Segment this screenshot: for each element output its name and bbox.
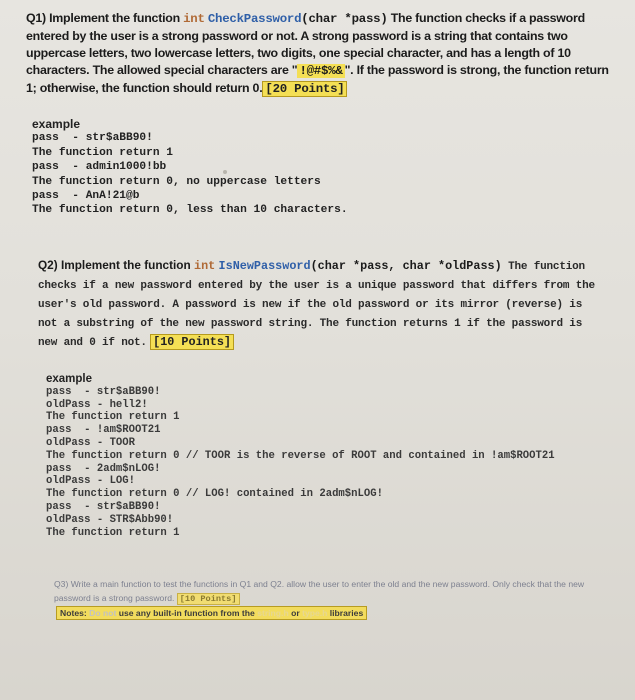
question-1 (26, 10, 616, 98)
q2-params: (char *pass, char *oldPass) (310, 259, 502, 273)
q2-description: The function checks if a new password entered by the user is a unique password that differs from the user's old password. A password is new if the old password or its mirror (reverse) is not a substring of the new password string. The function returns 1 if the password is new and 0 if not. (38, 261, 595, 349)
q3-points-badge: [10 Points] (177, 593, 240, 605)
example-2-title: example (46, 373, 93, 385)
question-3 (54, 578, 614, 606)
example-2-line: oldPass - TOOR (46, 436, 136, 449)
notes-emphasis: Do not (86, 608, 117, 618)
notes-text: use any built-in function from the (116, 608, 258, 618)
notes-label: Notes: (60, 608, 87, 618)
example-2-line: pass - 2adm$nLOG! (46, 462, 161, 475)
notes-library-2: type.h (302, 608, 328, 618)
q1-description: The function checks if a password entered by the user is a strong password or not. A strong password is a string that contains two uppercase letters, two lowercase letters, two digits, one special character, and has a length of 10 characters. The allowed special characters are " (26, 11, 585, 77)
example-2-line: pass - !am$ROOT21 (46, 424, 161, 437)
example-1-line: pass - AnA!21@b (32, 190, 140, 203)
example-1-line: pass - str$aBB90! (32, 132, 153, 145)
q3-text: Q3) Write a main function to test the functions in Q1 and Q2. allow the user to enter the old and the new password. Only check that the new password is a strong password. (54, 579, 585, 603)
q1-function-name: CheckPassword (207, 12, 302, 26)
q1-params: (char *pass) (301, 12, 388, 26)
example-1-line: The function return 0, less than 10 characters. (32, 204, 348, 217)
example-2-line: oldPass - hell2! (46, 398, 148, 411)
example-2-line: The function return 0 // LOG! contained in 2adm$nLOG! (46, 488, 383, 501)
example-2-block (46, 373, 606, 539)
example-1-line: pass - admin1000!bb (32, 161, 167, 174)
q1-lead: Q1) Implement the function (26, 11, 184, 25)
q1-return-type: int (183, 12, 205, 26)
q2-lead: Q2) Implement the function (38, 258, 194, 272)
q1-special-characters: !@#$%& (299, 64, 343, 78)
example-2-line: oldPass - STR$Abb90! (46, 513, 174, 526)
question-2 (38, 257, 598, 352)
notes-connector: or (288, 608, 303, 618)
notes-library-1: string.h (257, 608, 289, 618)
q2-function-name: IsNewPassword (218, 259, 311, 273)
speck-mark (223, 170, 227, 174)
example-1-title: example (32, 117, 81, 131)
notes (56, 607, 486, 620)
q2-return-type: int (194, 259, 216, 273)
notes-highlight (56, 606, 367, 620)
example-2-line: The function return 0 // TOOR is the reverse of ROOT and contained in !am$ROOT21 (46, 449, 555, 462)
example-2-line: The function return 1 (46, 411, 180, 424)
example-1-block (32, 117, 592, 218)
notes-text-end: libraries (327, 608, 364, 618)
q1-points-badge: [20 Points] (262, 81, 347, 97)
example-1-line: The function return 1 (32, 146, 173, 159)
example-2-line: oldPass - LOG! (46, 475, 136, 488)
example-2-line: The function return 1 (46, 526, 180, 539)
q1-description-end: ". If the password is strong, the function return 1; otherwise, the function should return 0. (26, 63, 609, 95)
q2-points-badge: [10 Points] (150, 334, 234, 350)
example-1-line: The function return 0, no uppercase letters (32, 175, 321, 188)
example-2-line: pass - str$aBB90! (46, 385, 161, 398)
example-2-line: pass - str$aBB90! (46, 500, 161, 513)
